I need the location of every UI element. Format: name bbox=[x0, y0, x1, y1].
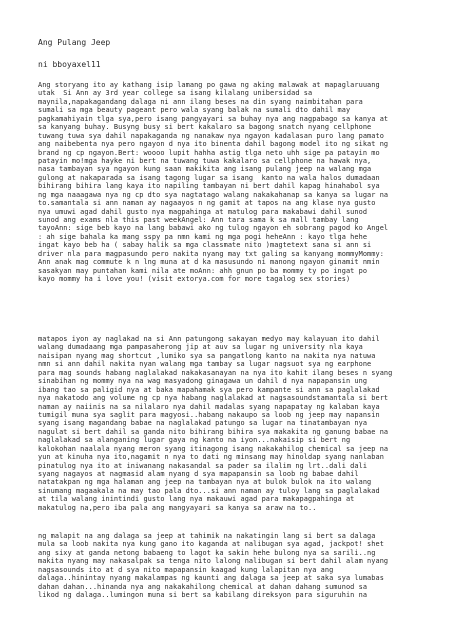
text-line: sinabihan ng mommy nya na wag masyadong ginagawa un dahil d nya napapansin ung bbox=[38, 377, 368, 386]
text-line: at tila walang inintindi gusto lang nya makauwi agad para makapagpahinga at bbox=[38, 495, 355, 504]
text-line: dahan dahan...hinanda nya ang nakakahilong chemical at dahan dahang sumunod sa bbox=[38, 582, 368, 591]
text-line: mula sa loob nakita nya kung gano ito kaganda at nalibugan sya agad, jackpot! shet bbox=[38, 540, 384, 549]
text-line: nya nakatodo ang volume ng cp nya habang naglalakad at nagsasoundstamantala si bert bbox=[38, 394, 389, 403]
text-line: kalokohan naalala nyang meron syang itinagong isang nakakahilog chemical sa jeep na bbox=[38, 444, 389, 453]
text-line: naglalakad sa alanganing lugar gaya ng kanto na iyon...nakaisip si bert ng bbox=[38, 436, 351, 445]
text-line: utak Si Ann ay 3rd year college sa isang kilalang unibersidad sa bbox=[38, 89, 313, 98]
text-line: pinatulog nya ito at iniwanang nakasandal sa pader sa ilalim ng lrt..dali dali bbox=[38, 461, 368, 470]
text-line: natatakpan ng mga halaman ang jeep na tambayan nya at bulok bulok na ito walang bbox=[38, 478, 372, 487]
text-line: maynila,napakagandang dalaga ni ann ilang beses na din syang naimbitahan para bbox=[38, 97, 363, 106]
text-line: walang dumadaang mga pampasaherong jip at auv sa lugar ng university nla kaya bbox=[38, 343, 363, 352]
text-line: sunod ang exams nla this past weekAngel: Ann tara sama k sa mall tambay lang bbox=[38, 216, 359, 224]
text-line: tayoAnn: sige beb kayo na lang babawi ako ng tulog ngayon eh sobrang pagod ko Angel bbox=[38, 224, 389, 233]
text-line: dalaga..hinintay nyang makalampas ng kaunti ang dalaga sa jeep at saka sya lumabas bbox=[38, 574, 384, 583]
text-line: ingat kayo beb ha ( sabay halik sa mga classmate nito )magtetext sana si ann si bbox=[38, 241, 372, 250]
text-line: pagkamahiyain tlga sya,pero isang pangyayari sa buhay nya ang nagpabago sa kanya at bbox=[38, 114, 389, 123]
text-line: ibang tao sa paligid nya at baka mapahamak sya pero kampante si ann sa paglalakad bbox=[38, 385, 380, 394]
text-line: Ang storyang ito ay kathang isip lamang po gawa ng aking malawak at mapaglaruuang bbox=[38, 81, 380, 89]
text-line: driver nla para magpasundo pero nakita nyang may txt galing sa kanyang mommyMommy: bbox=[38, 249, 384, 258]
text-line: para mag sounds habang naglalakad nakakasanayan na nya ito kahit ilang beses n syang bbox=[38, 368, 393, 377]
text-line: tuwang tuwa sya dahil napakaganda ng nanakaw nya ngayon kadalasan puro lang pamato bbox=[38, 131, 384, 140]
text-line: makita nyang may nakasalpak sa tenga nito lalong nalibugan si bert dahil alam nyang bbox=[38, 557, 389, 566]
text-line: ng mga naaagawa nya ng cp dto sya nagtatago walang nakakahanap sa kanya sa lugar na bbox=[38, 190, 389, 199]
text-line: nagsasounds ito at d sya nito mapapansin kaagad kung lalapitan nya ang bbox=[38, 565, 334, 574]
text-line: to.samantala si ann naman ay nagaayos n ng gamit at tapos na ang klase nya gusto bbox=[38, 199, 376, 208]
story-title: Ang Pulang Jeep bbox=[38, 38, 111, 47]
text-line: makatulog na,pero iba pala ang mangyayari sa kanya sa araw na to.. bbox=[38, 503, 317, 512]
text-line: likod ng dalaga..lumingon muna si bert sa kabilang direksyon para siguruhin na bbox=[38, 591, 368, 600]
text-line: nmn si ann dahil nakita nyan walang mga tambay sa lugar nagsuot sya ng earphone bbox=[38, 360, 372, 369]
text-line: yun at kinuha nya ito,nagamit n nya to dati ng minsang may hinoldap syang nanlaban bbox=[38, 453, 384, 462]
text-line: brand ng cp ngayon.Bert: woooo lupit hahha astig tlga neto uhh sige pa patayin mo bbox=[38, 148, 380, 157]
text-line: naisipan nyang mag shortcut ,lumiko sya sa pangatlong kanto na nakita nya natuwa bbox=[38, 351, 376, 360]
text-line: Ann anak mag commute k n lng muna at d ka masusundo ni manong ngayon ginamit nmin bbox=[38, 258, 380, 267]
text-line: matapos iyon ay naglakad na si Ann patungong sakayan medyo may kalayuan ito dahil bbox=[38, 335, 380, 343]
story-paragraph-1 bbox=[38, 81, 474, 284]
text-line: sa kanyang buhay. Busyng busy si bert kakalaro sa bagong snatch nyang cellphone bbox=[38, 123, 372, 132]
text-line: sinumang magaakala na may tao pala dto...si ann naman ay tuloy lang sa paglalakad bbox=[38, 486, 380, 495]
story-paragraph-3 bbox=[38, 532, 474, 600]
text-line: syang isang magandang babae na naglalakad patungo sa lugar na tinatambayan nya bbox=[38, 419, 368, 428]
text-line: ang sixy at ganda netong babaeng to lagot ka sakin hehe bulong nya sa sarili..ng bbox=[38, 548, 376, 557]
text-line: sasakyan may puntahan kami nila ate moAnn: ahh gnun po ba mommy ty po ingat po bbox=[38, 266, 368, 275]
text-line: nasa tambayan sya ngayon kung saan makikita ang isang pulang jeep na walang mga bbox=[38, 165, 372, 174]
text-line: nya umuwi agad dahil gusto nya magpahinga at matulog para makabawi dahil sunod bbox=[38, 207, 368, 216]
text-line: naman ay naiinis na sa nilalaro nya dahil madalas syang napapatay ng kalaban kaya bbox=[38, 402, 380, 411]
text-line: ang naibebenta nya pero ngayon d nya ito binenta dahil bagong model ito ng sikat ng bbox=[38, 140, 389, 149]
text-line: syang nagayos at nagmasid alam nyang d sya mapapansin sa loob ng babae dahil bbox=[38, 470, 359, 478]
text-line: ng malapit na ang dalaga sa jeep at tahimik na nakatingin lang si bert sa dalaga bbox=[38, 532, 376, 540]
text-line: nagulat si bert dahil sa ganda nito bihirang bihira sya makakita ng ganung babae na bbox=[38, 427, 389, 436]
text-line: bihirang bihira lang kaya ito napiling tambayan ni bert dahil kapag hinahabol sya bbox=[38, 182, 380, 191]
text-line: patayin mo!mga hayke ni bert na tuwang tuwa kakalaro sa cellphone na hawak nya, bbox=[38, 156, 372, 165]
text-line: sumali sa mga beauty pageant pero wala syang balak na sumali dto dahil may bbox=[38, 106, 351, 115]
text-line: : ah sige bahala ka mang sspy pa nmn kami ng mga pogi heheAnn : kayo tlga hehe bbox=[38, 232, 368, 241]
text-line: kayo mommy ha i love you! (visit extorya.com for more tagalog sex stories) bbox=[38, 275, 351, 284]
text-line: tumigil muna sya saglit para magyosi..habang nakaupo sa loob ng jeep may napansin bbox=[38, 410, 380, 419]
story-paragraph-2 bbox=[38, 335, 474, 512]
story-author: ni bboyaxel11 bbox=[38, 60, 101, 69]
text-line: gulong at nakaparada sa isang tagong lugar sa isang kanto na wala halos dumadaan bbox=[38, 173, 380, 182]
